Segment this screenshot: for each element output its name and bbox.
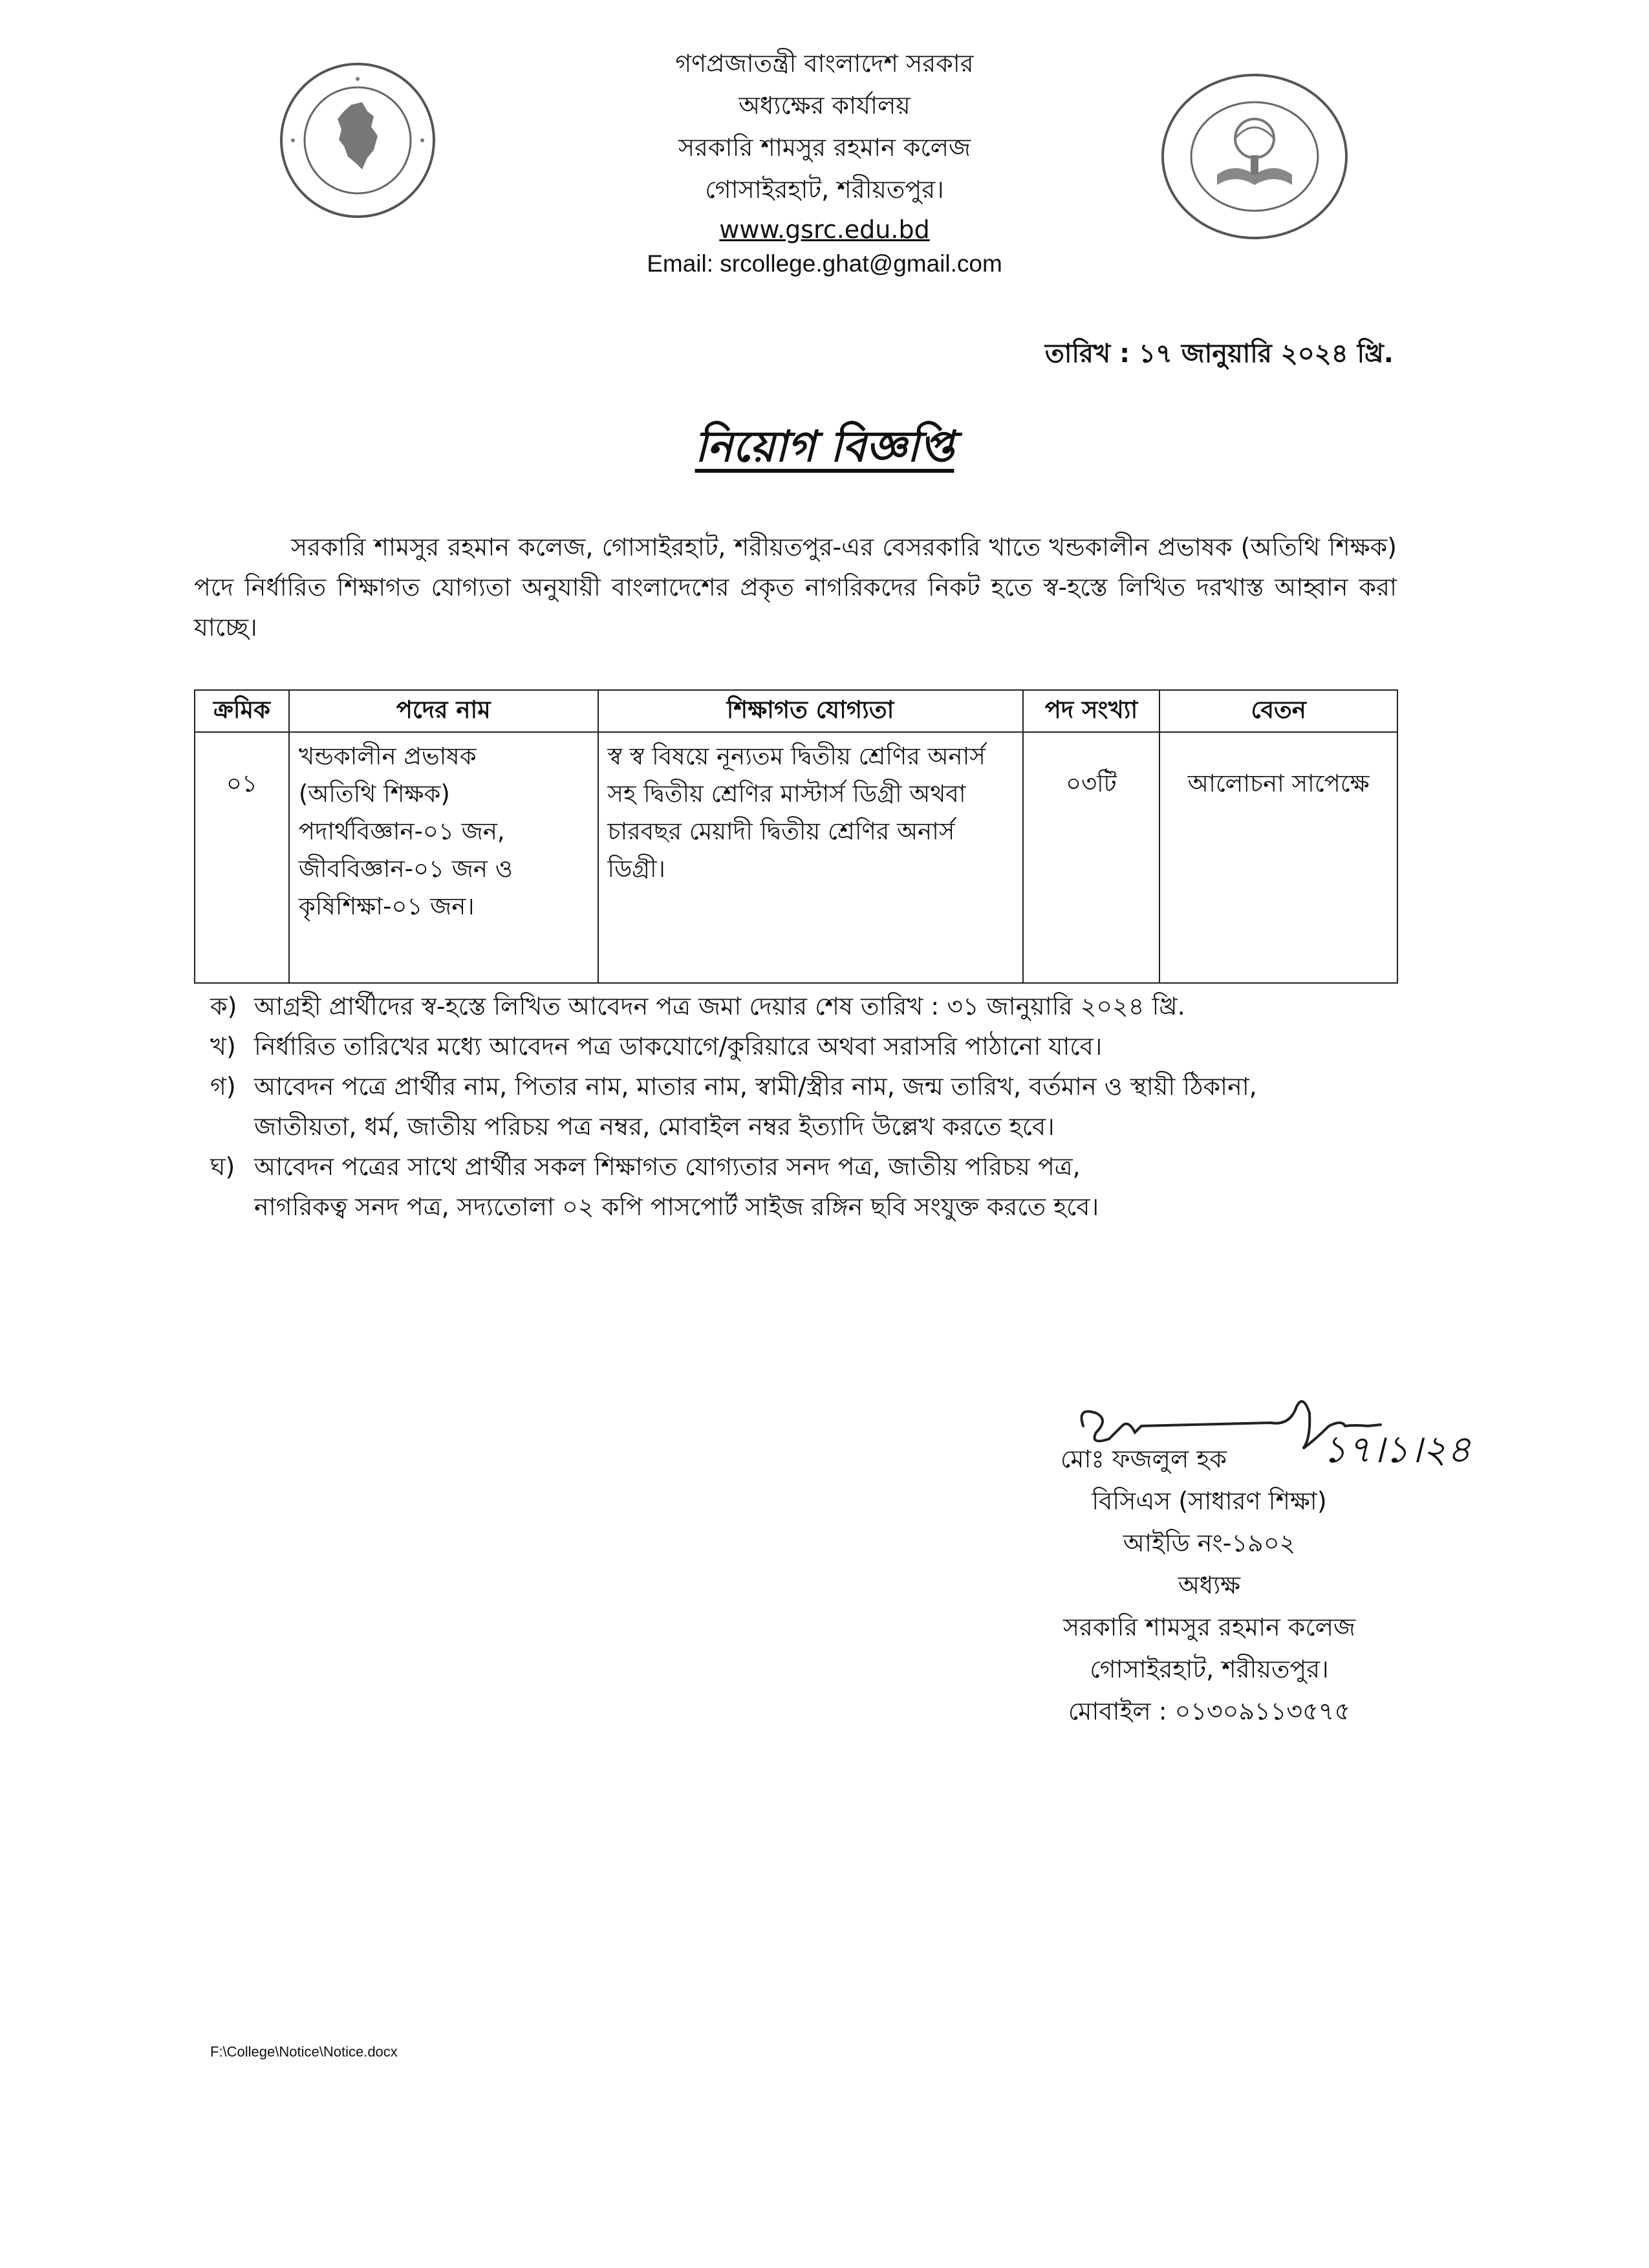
condition-text: আবেদন পত্রে প্রার্থীর নাম, পিতার নাম, মাতার নাম, স্বামী/স্ত্রীর নাম, জন্ম তারিখ, বর্তমান ও স্থায়ী ঠিকানা, জাতীয়তা, ধর্ম, জাতীয় পরিচয় পত্র নম্বর, মোবাইল নম্বর ইত্যাদি উল্লেখ করতে হবে। xyxy=(254,1072,1257,1141)
header-line-2: অধ্যক্ষের কার্যালয় xyxy=(738,91,911,120)
file-path: F:\College\Notice\Notice.docx xyxy=(210,2044,398,2060)
list-item xyxy=(210,1026,1439,1066)
condition-text: আবেদন পত্রের সাথে প্রার্থীর সকল শিক্ষাগত যোগ্যতার সনদ পত্র, জাতীয় পরিচয় পত্র, নাগরিকত্ব সনদ পত্র, সদ্যতোলা ০২ কপি পাসপোর্ট সাইজ রঙ্গিন ছবি সংযুক্ত করতে হবে। xyxy=(254,1152,1099,1221)
signatory-name: মোঃ ফজলুল হক xyxy=(1061,1445,1227,1473)
list-item xyxy=(210,1066,1439,1147)
cell-salary: আলোচনা সাপেক্ষে xyxy=(1159,732,1397,983)
list-item xyxy=(210,1147,1439,1227)
cell-post: খন্ডকালীন প্রভাষক (অতিথি শিক্ষক) পদার্থবিজ্ঞান-০১ জন, জীববিজ্ঞান-০১ জন ও কৃষিশিক্ষা-০১ জন। xyxy=(289,732,598,983)
header-line-3: সরকারি শামসুর রহমান কলেজ xyxy=(678,133,971,162)
table-header-row xyxy=(195,690,1397,732)
table-row xyxy=(195,732,1397,983)
header-serial: ক্রমিক xyxy=(195,690,289,732)
signatory-mobile: মোবাইল : ০১৩০৯১১৩৫৭৫ xyxy=(1068,1697,1351,1725)
signatory-id: আইডি নং-১৯০২ xyxy=(1123,1529,1296,1557)
header-count: পদ সংখ্যা xyxy=(1023,690,1160,732)
notice-title: নিয়োগ বিজ্ঞপ্তি xyxy=(695,422,954,471)
intro-paragraph: সরকারি শামসুর রহমান কলেজ, গোসাইরহাট, শরীয়তপুর-এর বেসরকারি খাতে খন্ডকালীন প্রভাষক (অতিথি শিক্ষক) পদে নির্ধারিত শিক্ষাগত যোগ্যতা অনুযায়ী বাংলাদেশের প্রকৃত নাগরিকদের নিকট হতে স্ব-হস্তে লিখিত দরখাস্ত আহ্বান করা যাচ্ছে। xyxy=(194,533,1397,642)
conditions-list xyxy=(210,986,1439,1227)
signature-date: ১৭।১।২৪ xyxy=(1322,1427,1471,1471)
signatory-college: সরকারি শামসুর রহমান কলেজ xyxy=(1062,1613,1356,1641)
cell-count: ০৩টি xyxy=(1023,732,1160,983)
condition-text: নির্ধারিত তারিখের মধ্যে আবেদন পত্র ডাকযোগে/কুরিয়ারে অথবা সরাসরি পাঠানো যাবে। xyxy=(254,1032,1103,1061)
email-address: Email: srcollege.ghat@gmail.com xyxy=(647,250,1002,277)
list-item xyxy=(210,986,1439,1026)
header-line-4: গোসাইরহাট, শরীয়তপুর। xyxy=(705,175,944,204)
condition-mark: গ) xyxy=(210,1072,236,1101)
condition-mark: ঘ) xyxy=(210,1152,235,1181)
posts-table xyxy=(194,689,1398,984)
header-qualification: শিক্ষাগত যোগ্যতা xyxy=(598,690,1023,732)
condition-text: আগ্রহী প্রার্থীদের স্ব-হস্তে লিখিত আবেদন পত্র জমা দেয়ার শেষ তারিখ : ৩১ জানুয়ারি ২০২৪ খ্রি. xyxy=(254,992,1185,1021)
cell-qualification: স্ব স্ব বিষয়ে নূন্যতম দ্বিতীয় শ্রেণির অনার্স সহ দ্বিতীয় শ্রেণির মাস্টার্স ডিগ্রী অথবা চারবছর মেয়াদী দ্বিতীয় শ্রেণির অনার্স ডিগ্রী। xyxy=(598,732,1023,983)
condition-mark: ক) xyxy=(210,992,237,1021)
header-post: পদের নাম xyxy=(289,690,598,732)
cell-serial: ০১ xyxy=(195,732,289,983)
signatory-address: গোসাইরহাট, শরীয়তপুর। xyxy=(1090,1655,1329,1683)
signatory-cadre: বিসিএস (সাধারণ শিক্ষা) xyxy=(1092,1487,1327,1515)
header-salary: বেতন xyxy=(1159,690,1397,732)
notice-date: তারিখ : ১৭ জানুয়ারি ২০২৪ খ্রি. xyxy=(1044,339,1394,369)
website-link[interactable]: www.gsrc.edu.bd xyxy=(719,215,930,244)
header-line-1: গণপ্রজাতন্ত্রী বাংলাদেশ সরকার xyxy=(675,49,974,78)
condition-mark: খ) xyxy=(210,1032,236,1061)
signatory-designation: অধ্যক্ষ xyxy=(1178,1571,1240,1599)
